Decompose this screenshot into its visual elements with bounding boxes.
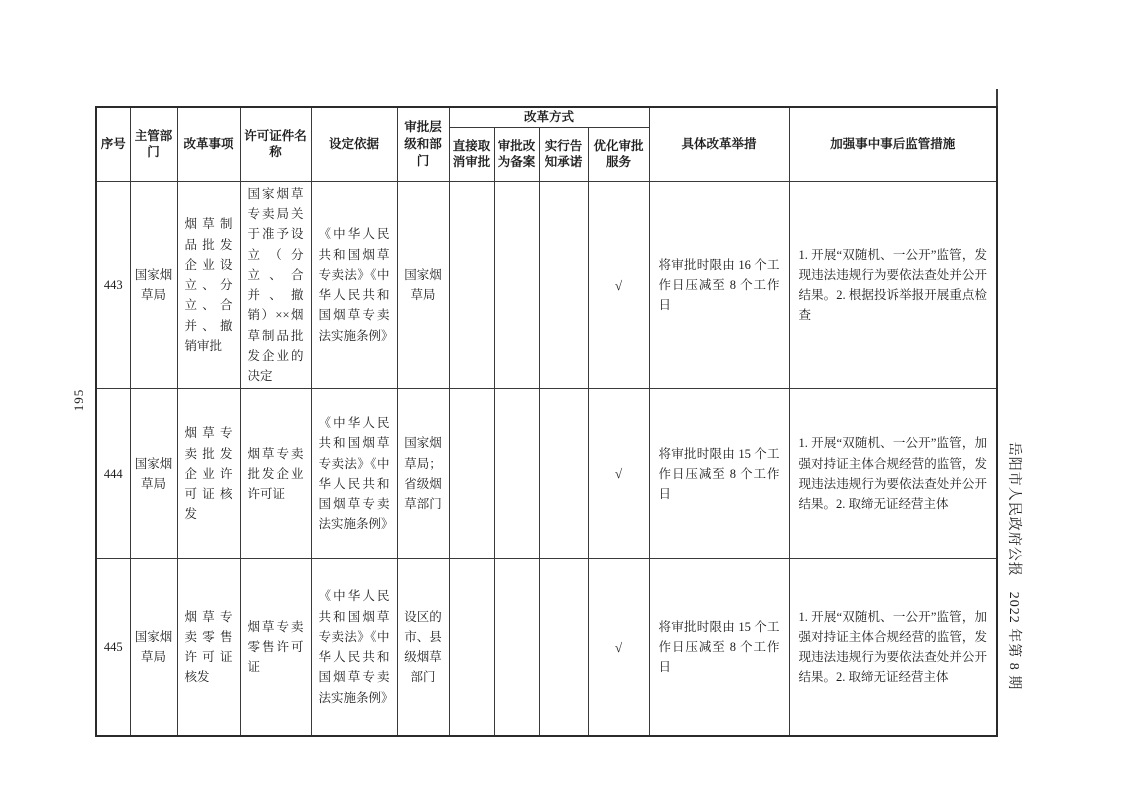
cell-setting-basis: 《中华人民共和国烟草专卖法》《中华人民共和国烟草专卖法实施条例》 [311, 559, 397, 736]
col-header-approval-level: 审批层级和部门 [397, 107, 449, 181]
col-header-department: 主管部门 [130, 107, 177, 181]
cell-commitment [539, 181, 588, 389]
table-row [96, 389, 997, 559]
col-header-commitment: 实行告知承诺 [539, 127, 588, 181]
cell-optimize-checkmark: √ [588, 559, 649, 736]
cell-direct-cancel [449, 389, 494, 559]
table-row [96, 181, 997, 389]
col-header-direct-cancel: 直接取消审批 [449, 127, 494, 181]
header-row-top [96, 107, 997, 127]
cell-supervision-measures: 1. 开展“双随机、一公开”监管，加强对持证主体合规经营的监管，发现违法违规行为要依法查处并公开结果。2. 取缔无证经营主体 [789, 389, 997, 559]
cell-setting-basis: 《中华人民共和国烟草专卖法》《中华人民共和国烟草专卖法实施条例》 [311, 181, 397, 389]
cell-approval-level: 设区的市、县级烟草部门 [397, 559, 449, 736]
cell-to-record [494, 559, 539, 736]
table-row [96, 559, 997, 736]
col-header-to-record: 审批改为备案 [494, 127, 539, 181]
col-header-optimize: 优化审批服务 [588, 127, 649, 181]
cell-supervision-measures: 1. 开展“双随机、一公开”监管，发现违法违规行为要依法查处并公开结果。2. 根据投诉举报开展重点检查 [789, 181, 997, 389]
cell-direct-cancel [449, 559, 494, 736]
cell-license-name: 烟草专卖零售许可证 [240, 559, 311, 736]
col-header-serial: 序号 [96, 107, 130, 181]
cell-to-record [494, 389, 539, 559]
cell-reform-item: 烟草制品批发企业设立、分立、合并、撤销审批 [177, 181, 240, 389]
cell-to-record [494, 181, 539, 389]
col-header-reform-item: 改革事项 [177, 107, 240, 181]
cell-approval-level: 国家烟草局；省级烟草部门 [397, 389, 449, 559]
cell-serial: 443 [96, 181, 130, 389]
col-header-reform-method: 改革方式 [449, 107, 649, 127]
cell-setting-basis: 《中华人民共和国烟草专卖法》《中华人民共和国烟草专卖法实施条例》 [311, 389, 397, 559]
cell-specific-measures: 将审批时限由 15 个工作日压减至 8 个工作日 [649, 389, 789, 559]
cell-supervision-measures: 1. 开展“双随机、一公开”监管，加强对持证主体合规经营的监管，发现违法违规行为要依法查处并公开结果。2. 取缔无证经营主体 [789, 559, 997, 736]
reform-items-table [95, 106, 998, 737]
cell-department: 国家烟草局 [130, 181, 177, 389]
cell-serial: 445 [96, 559, 130, 736]
page-number: 195 [71, 388, 86, 412]
cell-serial: 444 [96, 389, 130, 559]
cell-license-name: 国家烟草专卖局关于准予设立（分立、合并、撤销）××烟草制品批发企业的决定 [240, 181, 311, 389]
cell-commitment [539, 559, 588, 736]
cell-optimize-checkmark: √ [588, 389, 649, 559]
cell-approval-level: 国家烟草局 [397, 181, 449, 389]
cell-direct-cancel [449, 181, 494, 389]
cell-specific-measures: 将审批时限由 15 个工作日压减至 8 个工作日 [649, 559, 789, 736]
cell-commitment [539, 389, 588, 559]
cell-department: 国家烟草局 [130, 559, 177, 736]
cell-license-name: 烟草专卖批发企业许可证 [240, 389, 311, 559]
cell-optimize-checkmark: √ [588, 181, 649, 389]
col-header-supervision-measures: 加强事中事后监管措施 [789, 107, 997, 181]
col-header-setting-basis: 设定依据 [311, 107, 397, 181]
cell-specific-measures: 将审批时限由 16 个工作日压减至 8 个工作日 [649, 181, 789, 389]
cell-reform-item: 烟草专卖批发企业许可证核发 [177, 389, 240, 559]
col-header-specific-measures: 具体改革举措 [649, 107, 789, 181]
col-header-license-name: 许可证件名称 [240, 107, 311, 181]
cell-department: 国家烟草局 [130, 389, 177, 559]
cell-reform-item: 烟草专卖零售许可证核发 [177, 559, 240, 736]
journal-caption: 岳阳市人民政府公报 2022 年第 8 期 [1006, 441, 1021, 691]
